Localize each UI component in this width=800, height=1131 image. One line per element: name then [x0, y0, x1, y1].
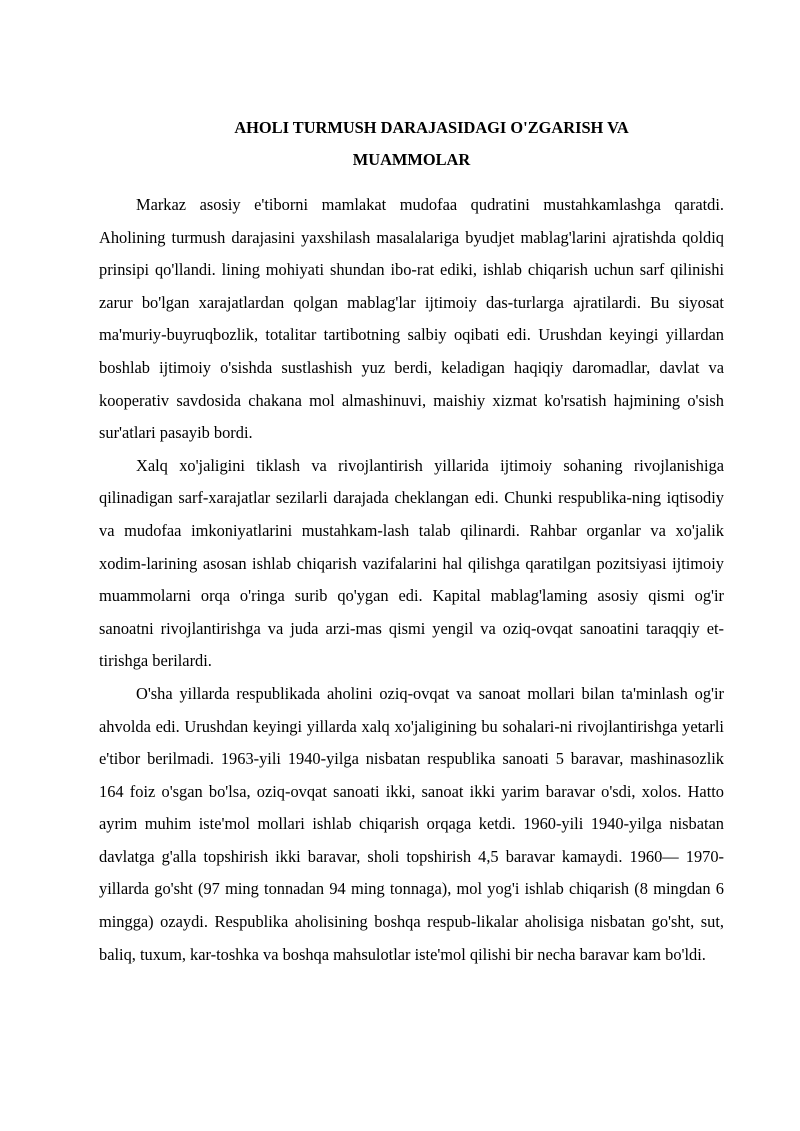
document-title — [99, 112, 724, 176]
paragraph-3: O'sha yillarda respublikada aholini oziq-ovqat va sanoat mollari bilan ta'minlash og'ir ahvolda edi. Urushdan keyingi yillarda xalq xo'jaligining bu sohalari-ni rivojlantirishga yetarli e'tibor berilmadi. 1963-yili 1940-yilga nisbatan respublika sanoati 5 baravar, mashinasozlik 164 foiz o'sgan bo'lsa, oziq-ovqat sanoati ikki, sanoat ikki yarim baravar o'sdi, xolos. Hatto ayrim muhim iste'mol mollari ishlab chiqarish orqaga ketdi. 1960-yili 1940-yilga nisbatan davlatga g'alla topshirish ikki baravar, sholi topshirish 4,5 baravar kamaydi. 1960— 1970-yillarda go'sht (97 ming tonnadan 94 ming tonnaga), mol yog'i ishlab chiqarish (8 mingdan 6 mingga) ozaydi. Respublika aholisining boshqa respub-likalar aholisiga nisbatan go'sht, sut, baliq, tuxum, kar-toshka va boshqa mahsulotlar iste'mol qilishi bir necha baravar kam bo'ldi. — [99, 683, 724, 964]
paragraph-2: Xalq xo'jaligini tiklash va rivojlantirish yillarida ijtimoiy sohaning rivojlanishiga qilinadigan sarf-xarajatlar sezilarli darajada cheklangan edi. Chunki respublika-ning iqtisodiy va mudofaa imkoniyatlarini mustahkam-lash talab qilinardi. Rahbar organlar va xo'jalik xodim-larining asosan ishlab chiqarish vazifalarini hal qilishga qaratilgan pozitsiyasi ijtimoiy muammolarni orqa o'ringa surib qo'ygan edi. Kapital mablag'laming asosiy qismi og'ir sanoatni rivojlantirishga va juda arzi-mas qismi yengil va oziq-ovqat sanoatini taraqqiy et-tirishga berilardi. — [99, 455, 724, 671]
document-body — [99, 189, 724, 971]
title-line-1: AHOLI TURMUSH DARAJASIDAGI O'ZGARISH VA — [234, 118, 629, 137]
title-line-2: MUAMMOLAR — [352, 150, 471, 169]
paragraph-1: Markaz asosiy e'tiborni mamlakat mudofaa qudratini mustahkamlashga qaratdi. Aholining turmush darajasini yaxshilash masalalariga byudjet mablag'larini ajratishda qoldiq prinsipi qo'llandi. lining mohiyati shundan ibo-rat ediki, ishlab chiqarish uchun sarf qilinishi zarur bo'lgan xarajatlardan qolgan mablag'lar ijtimoiy das-turlarga ajratilardi. Bu siyosat ma'muriy-buyruqbozlik, totalitar tartibotning salbiy oqibati edi. Urushdan keyingi yillardan boshlab ijtimoiy o'sishda sustlashish yuz berdi, keladigan haqiqiy daromadlar, davlat va kooperativ savdosida chakana mol almashinuvi, maishiy xizmat ko'rsatish hajmining o'sish sur'atlari pasayib bordi. — [99, 195, 724, 443]
